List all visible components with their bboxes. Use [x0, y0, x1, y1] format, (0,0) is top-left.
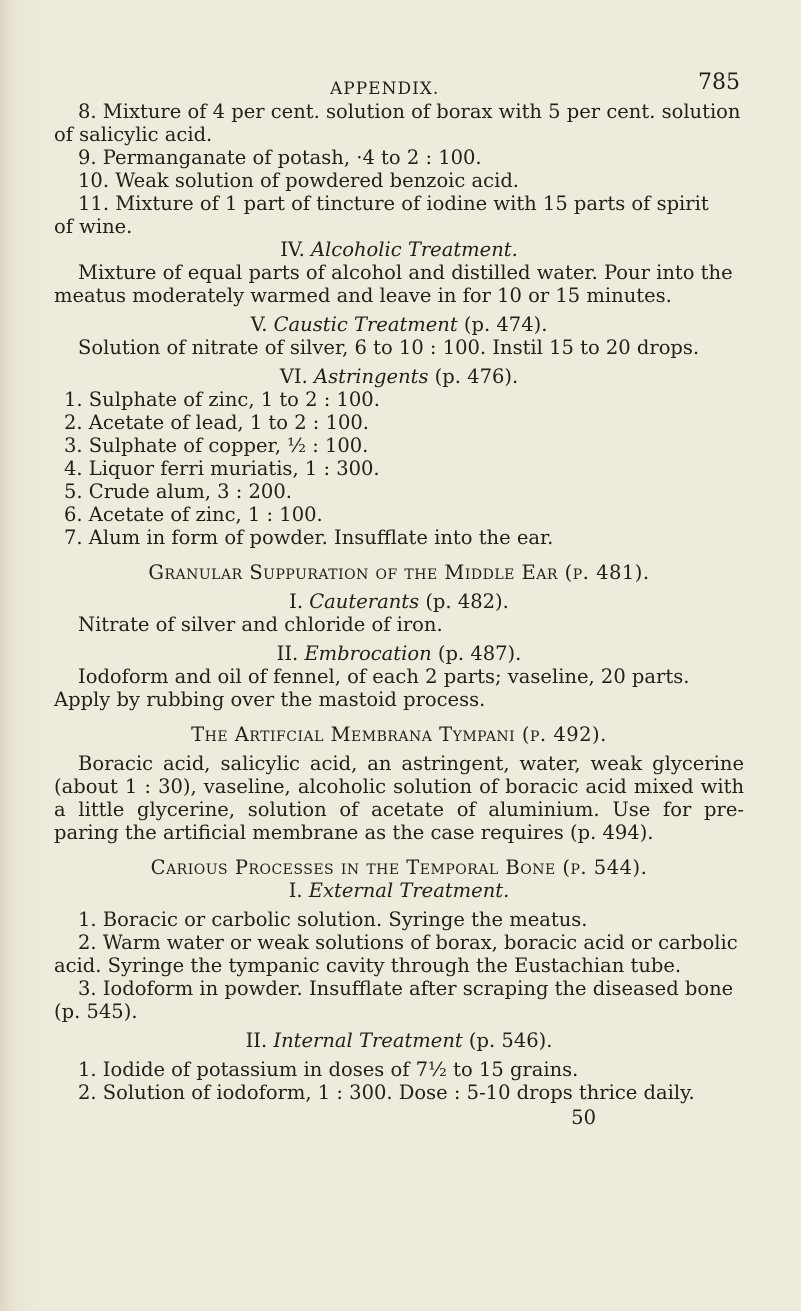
- section-heading-embrocation: II. Embrocation (p. 487).: [276, 642, 522, 665]
- signature-mark: 50: [571, 1106, 596, 1129]
- list-item-continuation: of salicylic acid.: [54, 123, 213, 146]
- chapter-heading-carious: Carious Processes in the Temporal Bone (p. 544).: [150, 856, 648, 879]
- paragraph: Boracic acid, salicylic acid, an astringent, water, weak glycerine: [78, 752, 744, 775]
- section-heading-internal: II. Internal Treatment (p. 546).: [245, 1029, 553, 1052]
- appendix-list-continued: [54, 100, 744, 238]
- paragraph: meatus moderately warmed and leave in for 10 or 15 minutes.: [54, 284, 672, 307]
- running-title: APPENDIX.: [330, 79, 440, 99]
- section-heading-external: I. External Treatment.: [288, 879, 510, 902]
- page-content: [54, 60, 744, 1129]
- page-number: 785: [698, 70, 740, 95]
- astringents-list: [54, 388, 744, 549]
- list-item: 5. Crude alum, 3 : 200.: [64, 480, 292, 503]
- paragraph: paring the artificial membrane as the case requires (p. 494).: [54, 821, 654, 844]
- list-item-continuation: acid. Syringe the tympanic cavity through the Eustachian tube.: [54, 954, 682, 977]
- list-item: 1. Iodide of potassium in doses of 7½ to 15 grains.: [78, 1058, 579, 1081]
- paragraph: Apply by rubbing over the mastoid process.: [54, 688, 486, 711]
- paragraph: Iodoform and oil of fennel, of each 2 parts; vaseline, 20 parts.: [78, 665, 690, 688]
- list-item: 9. Permanganate of potash, ·4 to 2 : 100.: [78, 146, 482, 169]
- chapter-heading-granular: Granular Suppuration of the Middle Ear (p. 481).: [148, 561, 650, 584]
- list-item: 6. Acetate of zinc, 1 : 100.: [64, 503, 323, 526]
- list-item-continuation: (p. 545).: [54, 1000, 138, 1023]
- running-head: [54, 60, 744, 100]
- paragraph: Mixture of equal parts of alcohol and distilled water. Pour into the: [78, 261, 733, 284]
- list-item: 1. Sulphate of zinc, 1 to 2 : 100.: [64, 388, 380, 411]
- list-item: 2. Acetate of lead, 1 to 2 : 100.: [64, 411, 369, 434]
- paragraph: Nitrate of silver and chloride of iron.: [78, 613, 443, 636]
- paragraph: (about 1 : 30), vaseline, alcoholic solution of boracic acid mixed with: [54, 775, 744, 798]
- paragraph: a little glycerine, solution of acetate of aluminium. Use for pre-: [54, 798, 744, 821]
- paragraph: Solution of nitrate of silver, 6 to 10 : 100. Instil 15 to 20 drops.: [78, 336, 700, 359]
- list-item: 3. Iodoform in powder. Insufflate after scraping the diseased bone: [78, 977, 734, 1000]
- list-item: 3. Sulphate of copper, ½ : 100.: [64, 434, 369, 457]
- chapter-heading-artificial: The Artifcial Membrana Tympani (p. 492).: [191, 723, 607, 746]
- list-item: 2. Solution of iodoform, 1 : 300. Dose : 5-10 drops thrice daily.: [78, 1081, 695, 1104]
- list-item: 2. Warm water or weak solutions of borax, boracic acid or carbolic: [78, 931, 738, 954]
- section-heading-caustic: V. Caustic Treatment (p. 474).: [250, 313, 548, 336]
- list-item: 1. Boracic or carbolic solution. Syringe the meatus.: [78, 908, 588, 931]
- list-item: 7. Alum in form of powder. Insufflate into the ear.: [64, 526, 554, 549]
- list-item: 11. Mixture of 1 part of tincture of iodine with 15 parts of spirit: [78, 192, 709, 215]
- list-item-continuation: of wine.: [54, 215, 133, 238]
- section-heading-alcoholic: IV. Alcoholic Treatment.: [280, 238, 518, 261]
- section-heading-cauterants: I. Cauterants (p. 482).: [289, 590, 509, 613]
- list-item: 8. Mixture of 4 per cent. solution of borax with 5 per cent. solution: [78, 100, 741, 123]
- section-heading-astringents: VI. Astringents (p. 476).: [279, 365, 519, 388]
- list-item: 4. Liquor ferri muriatis, 1 : 300.: [64, 457, 380, 480]
- list-item: 10. Weak solution of powdered benzoic acid.: [78, 169, 520, 192]
